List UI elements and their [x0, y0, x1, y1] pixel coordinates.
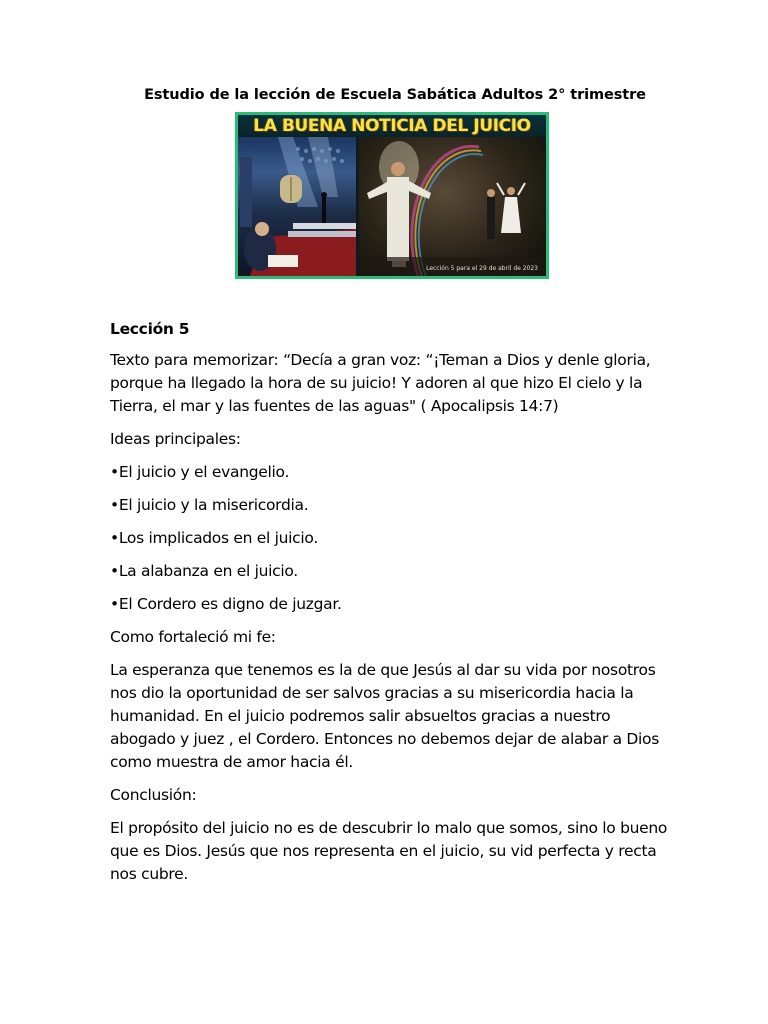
idea-item: •La alabanza en el juicio.	[110, 562, 298, 580]
document-title: Estudio de la lección de Escuela Sabática Adultos 2° trimestre	[144, 87, 646, 103]
courtroom-illustration	[238, 137, 356, 279]
banner-heading: LA BUENA NOTICIA DEL JUICIO	[238, 115, 546, 137]
faith-paragraph: La esperanza que tenemos es la de que Jesús al dar su vida por nosotros nos dio la oportunidad de ser salvos gracias a su misericordia hacia la humanidad. En el juicio podremos salir absueltos gracias a nuestro abogado y juez , el Cordero. Entonces no debemos dejar de alabar a Dios como muestra de amor hacia él.	[110, 661, 660, 771]
conclusion-paragraph: El propósito del juicio no es de descubrir lo malo que somos, sino lo bueno que es Dios. Jesús que nos representa en el juicio, su vid perfecta y recta nos cubre.	[110, 819, 668, 883]
banner-right-panel	[359, 137, 546, 276]
idea-item: •El juicio y el evangelio.	[110, 463, 290, 481]
main-ideas-heading: Ideas principales:	[110, 430, 241, 448]
memory-text: Texto para memorizar: “Decía a gran voz: “¡Teman a Dios y denle gloria, porque ha llegado la hora de su juicio! Y adoren al que hizo El cielo y la Tierra, el mar y las fuentes de las aguas" ( Apocalipsis 14:7)	[110, 351, 651, 415]
idea-item: •El juicio y la misericordia.	[110, 496, 309, 514]
document-body	[110, 318, 670, 896]
faith-heading: Como fortaleció mi fe:	[110, 628, 276, 646]
banner-caption: Lección 5 para el 29 de abril de 2023	[426, 265, 538, 272]
idea-item: •El Cordero es digno de juzgar.	[110, 595, 342, 613]
lesson-banner-image	[235, 112, 549, 279]
conclusion-heading: Conclusión:	[110, 786, 197, 804]
lesson-number: Lección 5	[110, 320, 190, 338]
banner-left-panel	[238, 137, 356, 276]
idea-item: •Los implicados en el juicio.	[110, 529, 318, 547]
judgment-scene-illustration	[359, 137, 549, 279]
